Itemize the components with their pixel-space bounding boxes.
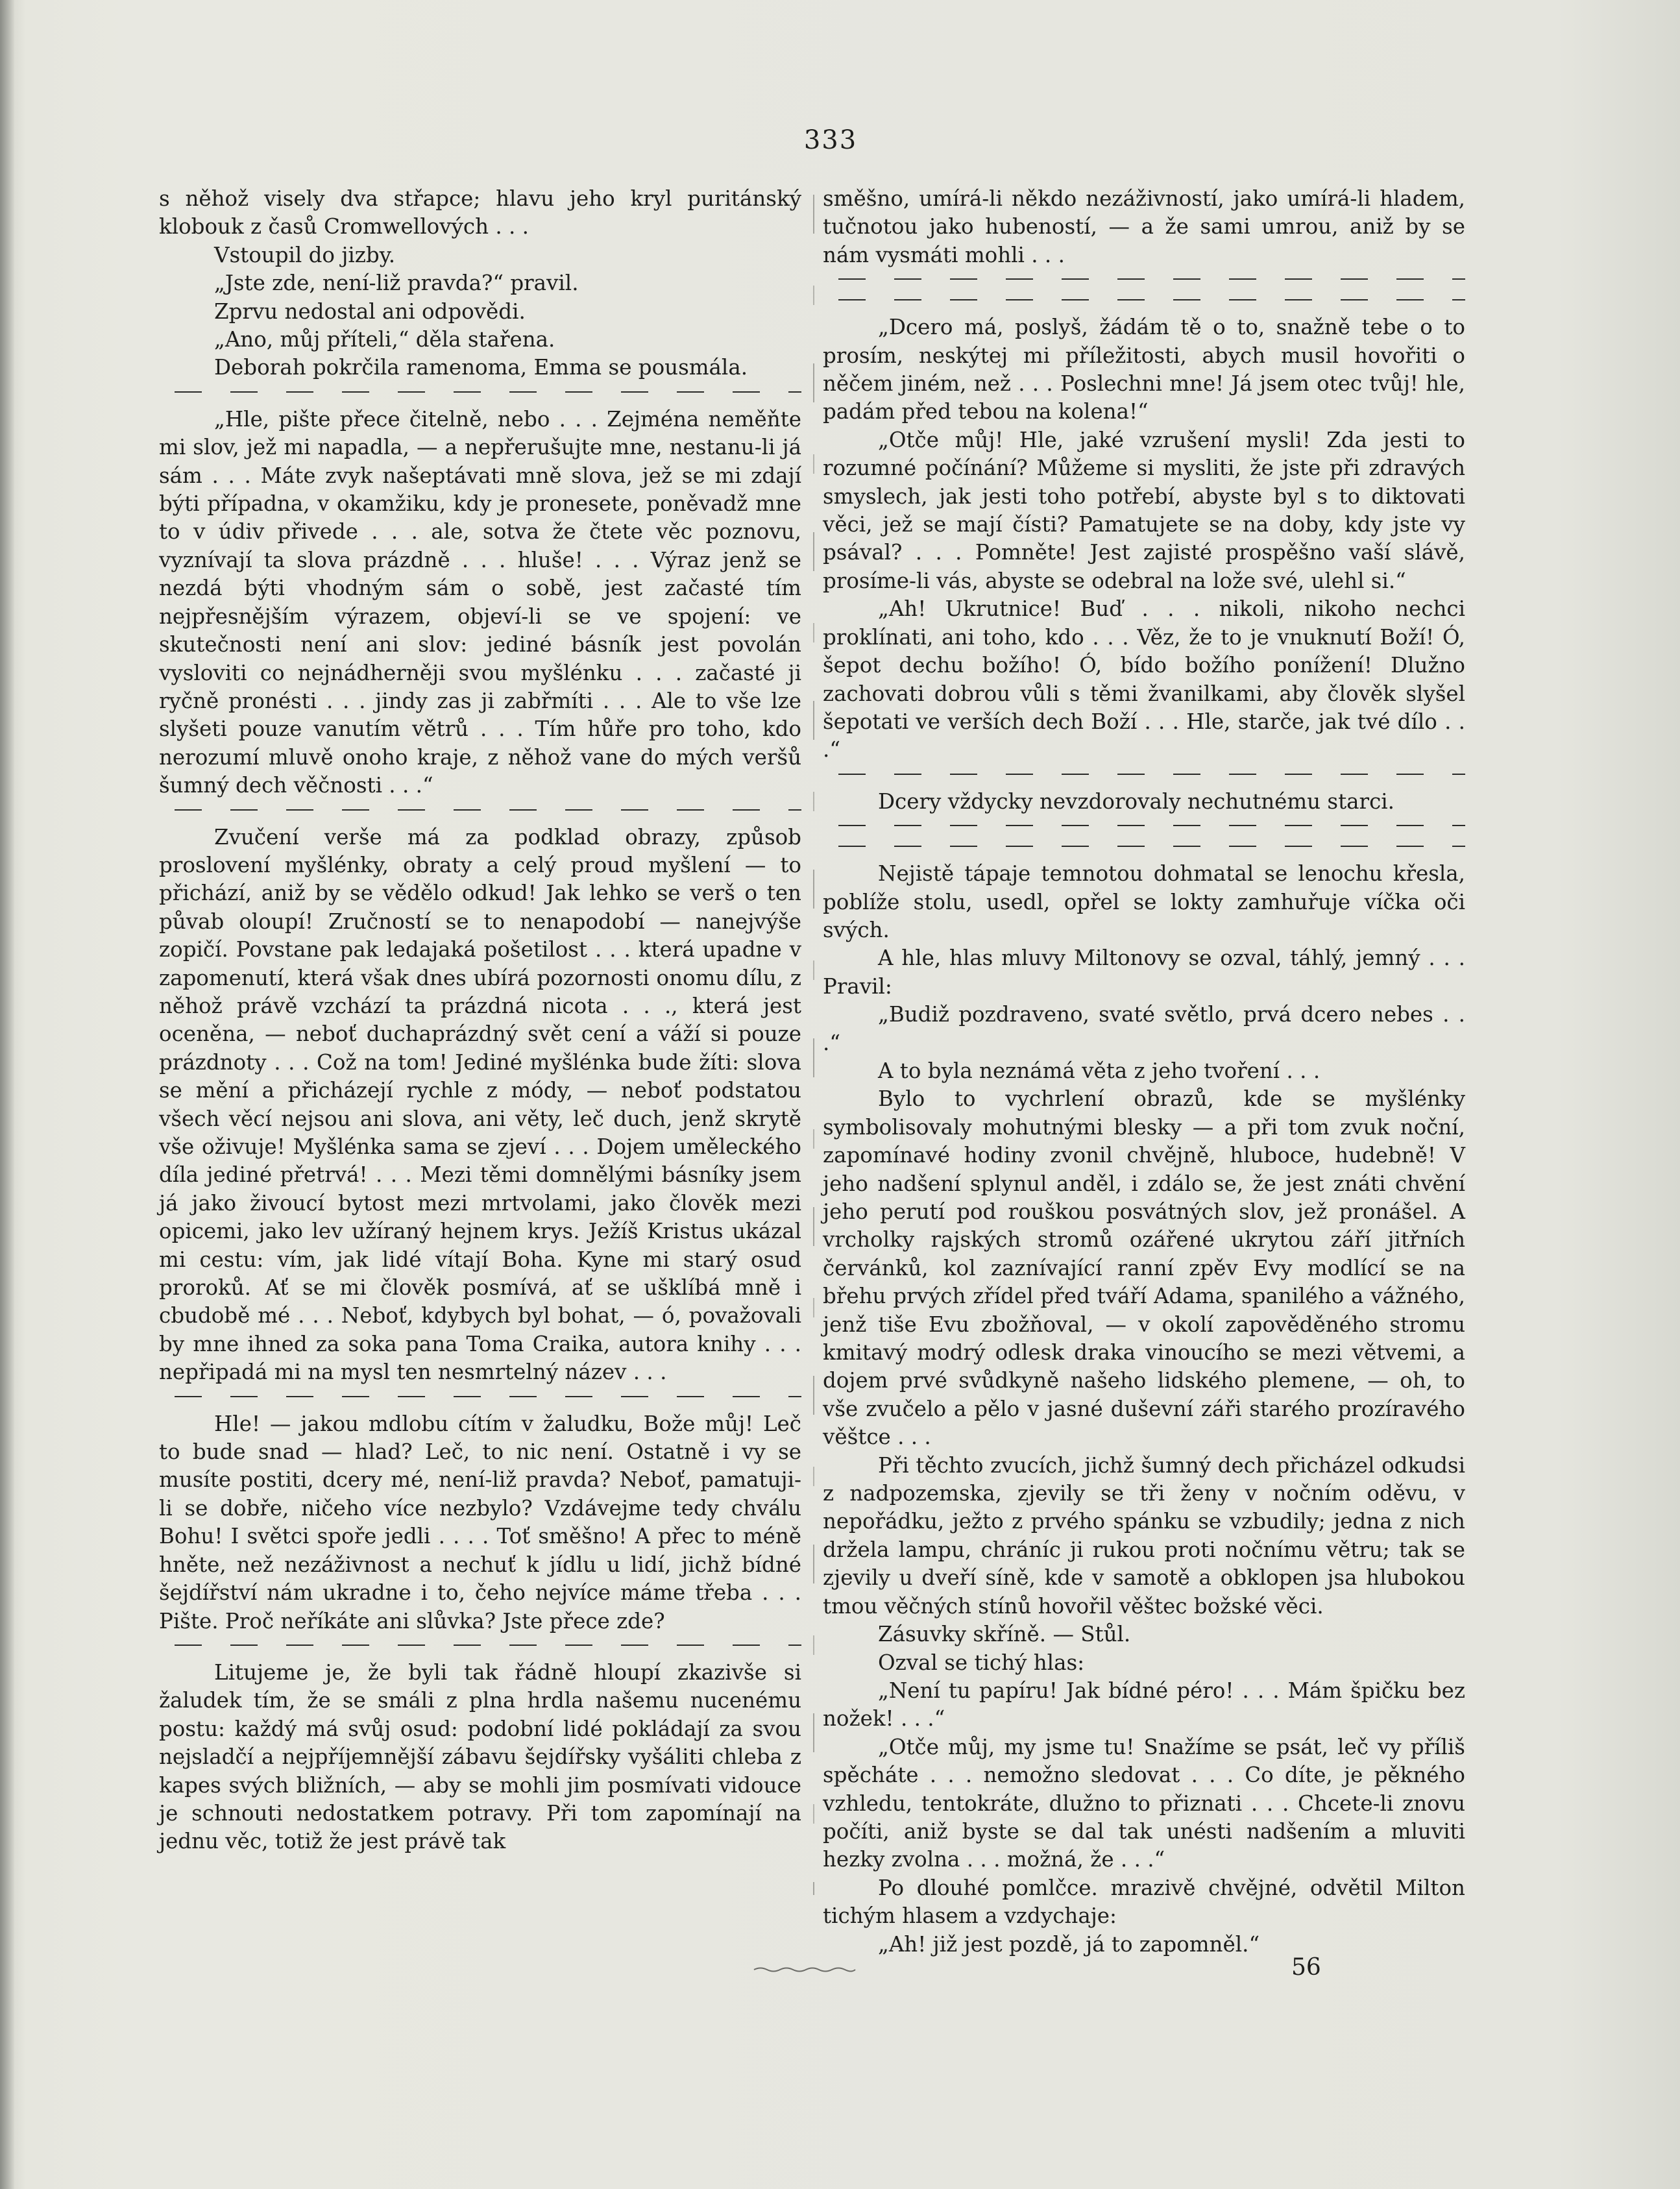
paragraph: Zprvu nedostal ani odpovědi. xyxy=(214,299,526,324)
column-rule xyxy=(813,195,814,1895)
paragraph: „Otče můj, my jsme tu! Snažíme se psát, leč vy příliš spěcháte . . . nemožno sledovat . . . Co díte, je pěkného vzhledu, tentokráte, dlužno to přiznati . . . Chcete-li znovu počíti, aniž byste se dal tak unésti nadšením a mluviti hezky zvolna . . . možná, že . . .“ xyxy=(823,1734,1465,1872)
dash-separator xyxy=(159,803,801,817)
paragraph: „Ah! již jest pozdě, já to zapomněl.“ xyxy=(878,1931,1260,1957)
dash-separator xyxy=(159,1638,801,1652)
dash-separator xyxy=(823,272,1465,286)
dash-separator xyxy=(823,767,1465,781)
paragraph: A to byla neznámá věta z jeho tvoření . . . xyxy=(878,1058,1321,1083)
paragraph: „Otče můj! Hle, jaké vzrušení mysli! Zda jesti to rozumné počínání? Můžeme si mysliti, že jste při zdravých smyslech, jak jesti toho potřebí, abyste byl s to diktovati věci, jež se mají čísti? Pamatujete se na doby, kdy jste vy psával? . . . Pomněte! Jest zajisté prospěšno vaší slávě, prosíme-li vás, abyste se odebral na lože své, ulehl si.“ xyxy=(823,427,1465,593)
paragraph: Zvučení verše má za podklad obrazy, způsob proslovení myšlénky, obraty a celý proud myšlení — to přichází, aniž by se vědělo odkud! Jak lehko se verš o ten půvab oloupí! Zručností se to nenapodobí — nanejvýše zopičí. Povstane pak ledajaká pošetilost . . . která upadne v zapomenutí, která však dnes ubírá pozornosti onomu dílu, z něhož právě vzchází ta prázdná nicota . . ., která jest oceněna, — neboť duchaprázdný svět cení a váží si pouze prázdnoty . . . Což na tom! Jediné myšlénka bude žíti: slova se mění a přicházejí rychle z módy, — neboť podstatou všech věcí nejsou ani slova, ani věty, leč duch, jenž skrytě vše oživuje! Myšlénka sama se zjeví . . . Dojem uměleckého díla jediné přetrvá! . . . Mezi těmi domnělými básníky jsem já jako živoucí bytost mezi mrtvolami, jako člověk mezi opicemi, jako lev užíraný hejnem krys. Ježíš Kristus ukázal mi cestu: vím, jak lidé vítají Boha. Kyne mi starý osud proroků. Ať se mi člověk posmívá, ať se ušklíbá mně i cbudobě mé . . . Neboť, kdybych byl bohat, — ó, považovali by mne ihned za soka pana Toma Craika, autora knihy . . . nepřipadá mi na mysl ten nesmrtelný název . . . xyxy=(159,824,801,1385)
paragraph: s něhož visely dva střapce; hlavu jeho kryl puritánský klobouk z časů Cromwellových . . . xyxy=(159,186,801,239)
paragraph: Litujeme je, že byli tak řádně hloupí zkazivše si žaludek tím, že se smáli z plna hrdla našemu nucenému postu: každý má svůj osud: podobní lidé pokládají za svou nejsladčí a nejpříjemnější zábavu šejdířsky vyšáliti chleba z kapes svých bližních, — aby se mohli jim posmívati vidouce je schnouti nedostatkem potravy. Při tom zapomínají na jednu věc, totiž že jest právě tak xyxy=(159,1659,801,1854)
paragraph: „Jste zde, není-liž pravda?“ pravil. xyxy=(214,271,579,296)
paragraph: „Budiž pozdraveno, svaté světlo, prvá dcero nebes . . .“ xyxy=(823,1002,1465,1055)
paragraph: „Není tu papíru! Jak bídné péro! . . . Mám špičku bez nožek! . . .“ xyxy=(823,1678,1465,1731)
paragraph: Deborah pokrčila ramenoma, Emma se pousmála. xyxy=(214,355,748,380)
paragraph: Ozval se tichý hlas: xyxy=(878,1650,1085,1675)
paragraph: Bylo to vychrlení obrazů, kde se myšlénky symbolisovaly mohutnými blesky — a při tom zvuk noční, zapomínavé hodiny zvonil chvějně, hluboce, hudebně! V jeho nadšení splynul anděl, i zdálo se, že jest znáti chvění jeho perutí pod rouškou posvátných slov, jež pronášel. A vrcholky rajských stromů ozářené ukrytou září jitřních červánků, kol zaznívající ranní zpěv Evy modlící se na břehu prvých zřídel před tváří Adama, spanilého a vážného, jenž tiše Evu zbožňoval, — v okolí zapověděného stromu kmitavý modrý odlesk draka vinoucího se mezi větvemi, a dojem prvé svůdkyně našeho lidského plemene, — oh, to vše zvučelo a pělo v jasné duševní záři starého prozíravého věštce . . . xyxy=(823,1086,1465,1450)
paragraph: „Hle, pište přece čitelně, nebo . . . Zejména neměňte mi slov, jež mi napadla, — a nepřerušujte mne, nestanu-li já sám . . . Máte zvyk našeptávati mně slova, jež se mi zdají býti případna, v okamžiku, kdy je pronesete, poněvadž mne to v údiv přivede . . . ale, sotva že čtete věc poznovu, vyznívají ta slova prázdně . . . hluše! . . . Výraz jenž se nezdá býti vhodným sám o sobě, jest začasté tím nejpřesnějším výrazem, objeví-li se ve spojení: ve skutečnosti není ani slov: jediné básník jest povolán vysloviti co nejnádherněji svou myšlénku . . . začasté ji ryčně pronésti . . . jindy zas ji zabřmíti . . . Ale to vše lze slyšeti pouze vanutím větrů . . . Tím hůře pro toho, kdo nerozumí mluvě onoho kraje, z něhož vane do mých veršů šumný dech věčnosti . . .“ xyxy=(159,406,801,798)
paragraph: směšno, umírá-li někdo nezáživností, jako umírá-li hladem, tučnotou jako hubeností, — a že sami umrou, aniž by se nám vysmáti mohli . . . xyxy=(823,186,1465,267)
paragraph: Hle! — jakou mdlobu cítím v žaludku, Bože můj! Leč to bude snad — hlad? Leč, to nic není. Ostatně i vy se musíte postiti, dcery mé, není-liž pravda? Neboť, pamatuji-li se dobře, ničeho více nezbylo? Vzdávejme tedy chválu Bohu! I světci spoře jedli . . . . Toť směšno! A přec to méně hněte, než nezáživnost a nechuť k jídlu u lidí, jichž bídné šejdířství nám ukradne i to, čeho nejvíce máme třeba . . . Pište. Proč neříkáte ani slůvka? Jste přece zde? xyxy=(159,1411,801,1633)
tail-ornament xyxy=(753,1965,857,1974)
dash-separator xyxy=(823,293,1465,307)
dash-separator xyxy=(823,818,1465,833)
paragraph: „Ah! Ukrutnice! Buď . . . nikoli, nikoho nechci proklínati, ani toho, kdo . . . Věz, že to je vnuknutí Boží! Ó, šepot dechu božího! Ó, bído božího ponížení! Dlužno zachovati dobrou vůli s těmi žvanilkami, aby člověk slyšel šepotati ve verších dech Boží . . . Hle, starče, jak tvé dílo . . .“ xyxy=(823,596,1465,763)
paragraph: Vstoupil do jizby. xyxy=(214,242,396,267)
paragraph: Při těchto zvucích, jichž šumný dech přicházel odkudsi z nadpozemska, zjevily se tři ženy v nočním oděvu, v nepořádku, ježto z prvého spánku se vzbudily; jedna z nich držela lampu, chráníc ji rukou proti nočnímu větru; tak se zjevily u dveří síně, kde v samotě a obklopen jsa hlubokou tmou věčných stínů hovořil věštec božské věci. xyxy=(823,1452,1465,1619)
paragraph: Po dlouhé pomlčce. mrazivě chvějné, odvětil Milton tichým hlasem a vzdychaje: xyxy=(823,1875,1465,1929)
printer-signature: 56 xyxy=(1291,1954,1321,1981)
paragraph: Dcery vždycky nevzdorovaly nechutnému starci. xyxy=(878,789,1395,814)
page-number: 333 xyxy=(803,125,858,155)
dash-separator xyxy=(159,385,801,399)
paragraph: „Dcero má, poslyš, žádám tě o to, snažně tebe o to prosím, neskýtej mi příležitosti, abych musil hovořiti o něčem jiném, než . . . Poslechni mne! Já jsem otec tvůj! hle, padám před tebou na kolena!“ xyxy=(823,315,1465,424)
paragraph: „Ano, můj příteli,“ děla stařena. xyxy=(214,327,555,352)
paragraph: A hle, hlas mluvy Miltonovy se ozval, táhlý, jemný . . . Pravil: xyxy=(823,946,1465,999)
book-spine-shadow xyxy=(0,0,14,2189)
paragraph: Nejistě tápaje temnotou dohmatal se lenochu křesla, poblíže stolu, usedl, opřel se lokty zamhuřuje víčka oči svých. xyxy=(823,861,1465,942)
left-text-column xyxy=(159,185,801,1856)
dash-separator xyxy=(823,839,1465,853)
paragraph: Zásuvky skříně. — Stůl. xyxy=(878,1622,1131,1647)
dash-separator xyxy=(159,1389,801,1404)
right-text-column xyxy=(823,185,1465,1959)
